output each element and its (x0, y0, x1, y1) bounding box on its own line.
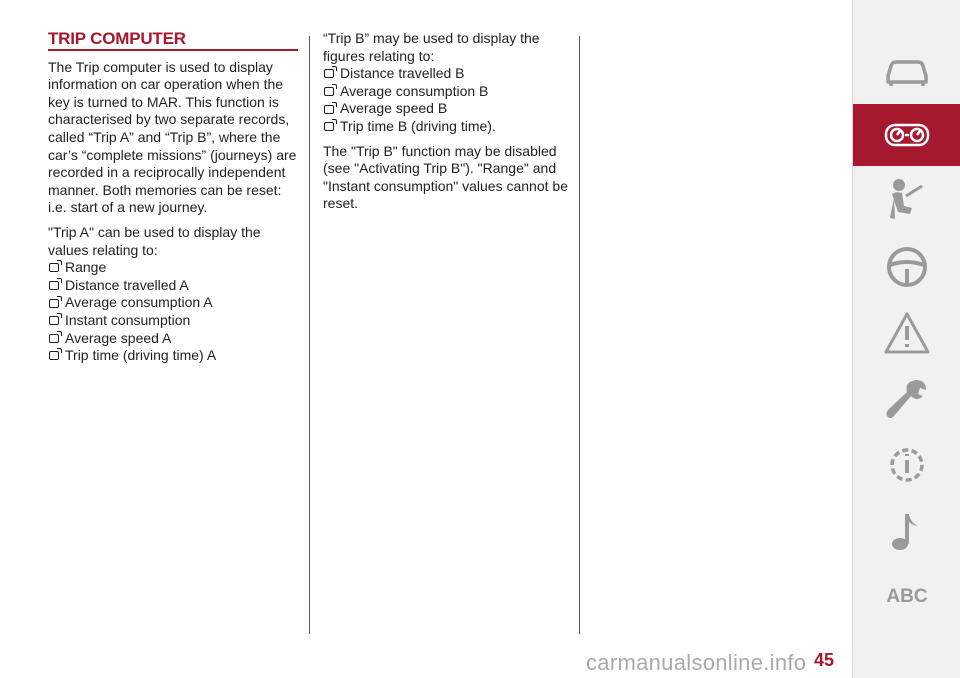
checkbox-bullet-icon (49, 263, 59, 272)
tab-servicing[interactable] (853, 368, 960, 430)
list-item: Trip time (driving time) A (48, 347, 298, 365)
info-gear-icon (882, 440, 932, 490)
column-divider (309, 36, 310, 634)
checkbox-bullet-icon (324, 105, 334, 114)
checkbox-bullet-icon (324, 122, 334, 131)
list-item: Instant consumption (48, 312, 298, 330)
list-item: Distance travelled B (323, 65, 568, 83)
list-item: Average speed B (323, 100, 568, 118)
warning-triangle-icon (882, 308, 932, 358)
trip-a-lead: "Trip A" can be used to display the values relating to: (48, 223, 261, 258)
list-item: Average consumption A (48, 294, 298, 312)
seatbelt-icon (882, 176, 932, 226)
checkbox-bullet-icon (49, 281, 59, 290)
steering-wheel-icon (882, 242, 932, 292)
music-note-icon (882, 506, 932, 556)
page-number: 45 (814, 650, 835, 670)
list-item: Average consumption B (323, 83, 568, 101)
trip-a-list (48, 259, 298, 365)
tab-car[interactable] (853, 40, 960, 102)
tab-dashboard[interactable] (853, 104, 960, 166)
tab-index[interactable] (853, 566, 960, 628)
trip-b-note: The "Trip B" function may be disabled (see "Activating Trip B"). "Range" and "Instant consumption" values cannot be reset. (323, 142, 568, 212)
car-icon (882, 46, 932, 96)
list-item: Distance travelled A (48, 277, 298, 295)
checkbox-bullet-icon (324, 87, 334, 96)
checkbox-bullet-icon (49, 316, 59, 325)
list-item: Average speed A (48, 330, 298, 348)
watermark: carmanualsonline.info (586, 650, 807, 675)
tab-technical-data[interactable] (853, 434, 960, 496)
tab-safety[interactable] (853, 170, 960, 232)
checkbox-bullet-icon (49, 299, 59, 308)
checkbox-bullet-icon (324, 69, 334, 78)
checkbox-bullet-icon (49, 334, 59, 343)
tab-emergency[interactable] (853, 302, 960, 364)
tab-starting-driving[interactable] (853, 236, 960, 298)
trip-b-list (323, 65, 568, 135)
index-abc-label: ABC (886, 586, 928, 607)
wrench-icon (882, 374, 932, 424)
section-title: TRIP COMPUTER (48, 30, 298, 51)
trip-b-lead: “Trip B” may be used to display the figures relating to: (323, 30, 540, 64)
list-item: Range (48, 259, 298, 277)
column-divider (579, 36, 580, 634)
list-item: Trip time B (driving time). (323, 118, 568, 136)
intro-paragraph: The Trip computer is used to display information on car operation when the key is turned to MAR. This function is characterised by two separate records, called “Trip A” and “Trip B”, where the car’s “complete missions” (journeys) are recorded in a reciprocally independent manner. Both memories can be reset: i.e. start of a new journey. (48, 58, 297, 216)
checkbox-bullet-icon (49, 351, 59, 360)
left-column (48, 30, 298, 372)
tab-multimedia[interactable] (853, 500, 960, 562)
right-column (323, 30, 568, 220)
chapter-sidebar (852, 0, 960, 678)
dashboard-icon (882, 110, 932, 160)
